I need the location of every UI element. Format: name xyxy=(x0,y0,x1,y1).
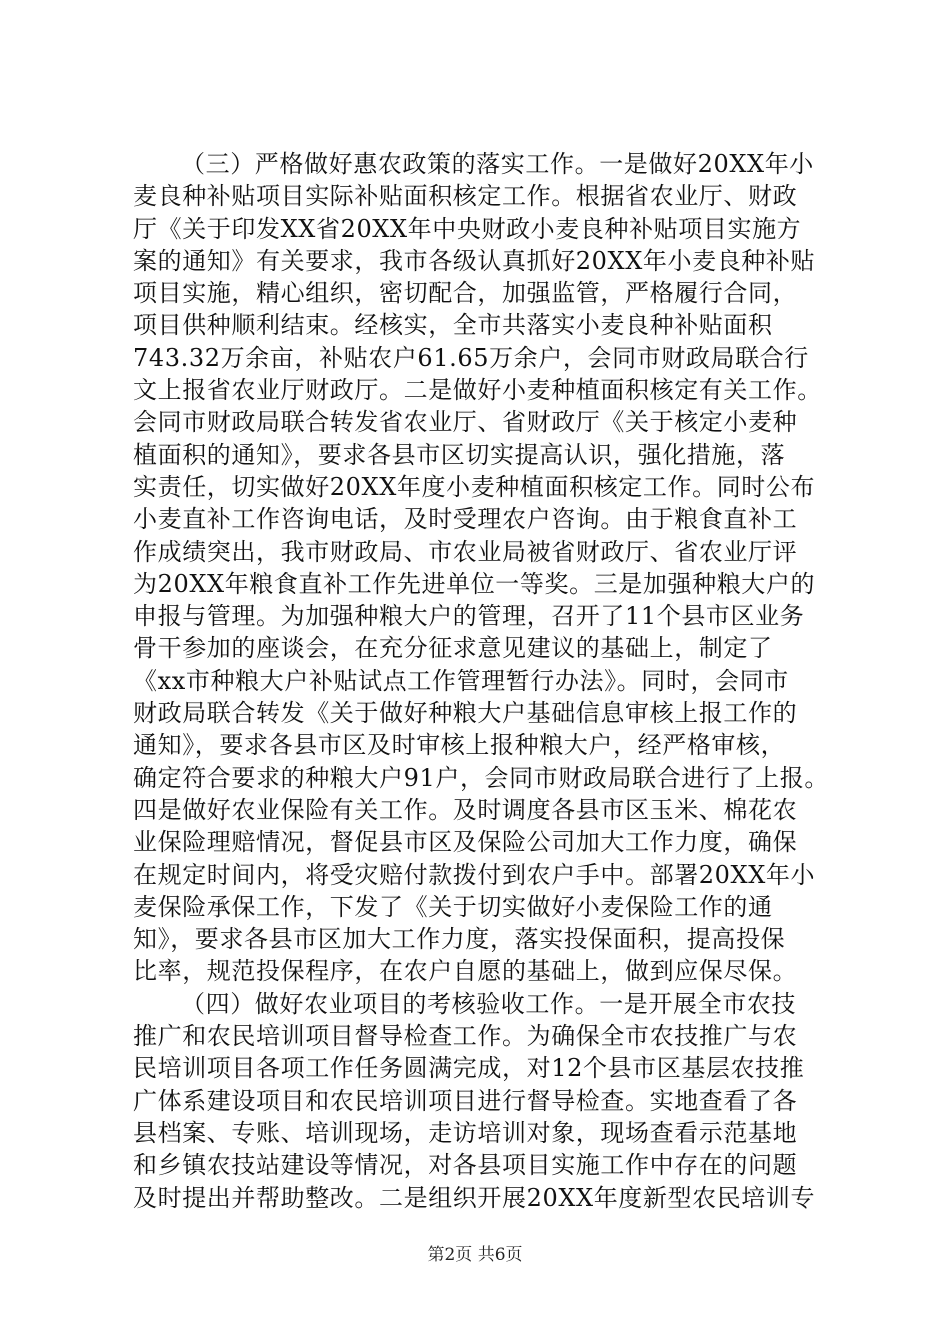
paragraph-line: （三）严格做好惠农政策的落实工作。一是做好20XX年小 xyxy=(181,150,814,178)
paragraph-line: 项目实施，精心组织，密切配合，加强监管，严格履行合同， xyxy=(133,279,798,308)
document-body xyxy=(133,148,829,1214)
paragraph-line: 申报与管理。为加强种粮大户的管理，召开了11个县市区业务 xyxy=(133,602,805,631)
paragraph-line: （四）做好农业项目的考核验收工作。一是开展全市农技 xyxy=(181,989,796,1018)
paragraph-line: 财政局联合转发《关于做好种粮大户基础信息审核上报工作的 xyxy=(133,699,798,728)
paragraph-line: 业保险理赔情况，督促县市区及保险公司加大工作力度，确保 xyxy=(133,828,798,857)
paragraph-line: 植面积的通知》，要求各县市区切实提高认识，强化措施，落 xyxy=(133,440,786,469)
paragraph-line: 文上报省农业厅财政厅。二是做好小麦种植面积核定有关工作。 xyxy=(133,376,822,405)
paragraph-line: 案的通知》有关要求，我市各级认真抓好20XX年小麦良种补贴 xyxy=(133,246,816,275)
paragraph-line: 《xx市种粮大户补贴试点工作管理暂行办法》。同时，会同市 xyxy=(133,666,789,695)
paragraph-line: 县档案、专账、培训现场，走访培训对象，现场查看示范基地 xyxy=(133,1118,798,1147)
paragraph-line: 麦保险承保工作，下发了《关于切实做好小麦保险工作的通 xyxy=(133,892,773,921)
paragraph-line: 骨干参加的座谈会，在充分征求意见建议的基础上，制定了 xyxy=(133,634,773,663)
paragraph-line: 通知》，要求各县市区及时审核上报种粮大户，经严格审核， xyxy=(133,731,786,760)
paragraph-line: 知》，要求各县市区加大工作力度，落实投保面积，提高投保 xyxy=(133,925,786,954)
paragraph-line: 在规定时间内，将受灾赔付款拨付到农户手中。部署20XX年小 xyxy=(133,860,816,889)
paragraph-line: 比率，规范投保程序，在农户自愿的基础上，做到应保尽保。 xyxy=(133,957,798,986)
paragraph-line: 小麦直补工作咨询电话，及时受理农户咨询。由于粮食直补工 xyxy=(133,505,798,534)
paragraph-line: 实责任，切实做好20XX年度小麦种植面积核定工作。同时公布 xyxy=(133,472,816,501)
paragraph-line: 及时提出并帮助整改。二是组织开展20XX年度新型农民培训专 xyxy=(133,1183,816,1212)
paragraph-line: 为20XX年粮食直补工作先进单位一等奖。三是加强种粮大户的 xyxy=(133,569,816,598)
paragraph-line: 广体系建设项目和农民培训项目进行督导检查。实地查看了各 xyxy=(133,1086,798,1115)
page-footer: 第2页 共6页 xyxy=(427,1245,523,1265)
paragraph-line: 厅《关于印发XX省20XX年中央财政小麦良种补贴项目实施方 xyxy=(133,214,802,243)
paragraph-line: 作成绩突出，我市财政局、市农业局被省财政厅、省农业厅评 xyxy=(133,537,798,566)
paragraph-line: 民培训项目各项工作任务圆满完成，对12个县市区基层农技推 xyxy=(133,1054,805,1083)
paragraph-line: 麦良种补贴项目实际补贴面积核定工作。根据省农业厅、财政 xyxy=(133,182,798,211)
paragraph-line: 会同市财政局联合转发省农业厅、省财政厅《关于核定小麦种 xyxy=(133,408,798,437)
paragraph-line: 和乡镇农技站建设等情况，对各县项目实施工作中存在的问题 xyxy=(133,1151,798,1180)
paragraph-line: 推广和农民培训项目督导检查工作。为确保全市农技推广与农 xyxy=(133,1022,798,1051)
paragraph-line: 四是做好农业保险有关工作。及时调度各县市区玉米、棉花农 xyxy=(133,795,798,824)
paragraph-line: 项目供种顺利结束。经核实，全市共落实小麦良种补贴面积 xyxy=(133,311,773,340)
paragraph-line: 743.32万余亩，补贴农户61.65万余户，会同市财政局联合行 xyxy=(133,343,809,372)
paragraph-line: 确定符合要求的种粮大户91户，会同市财政局联合进行了上报。 xyxy=(133,763,829,792)
